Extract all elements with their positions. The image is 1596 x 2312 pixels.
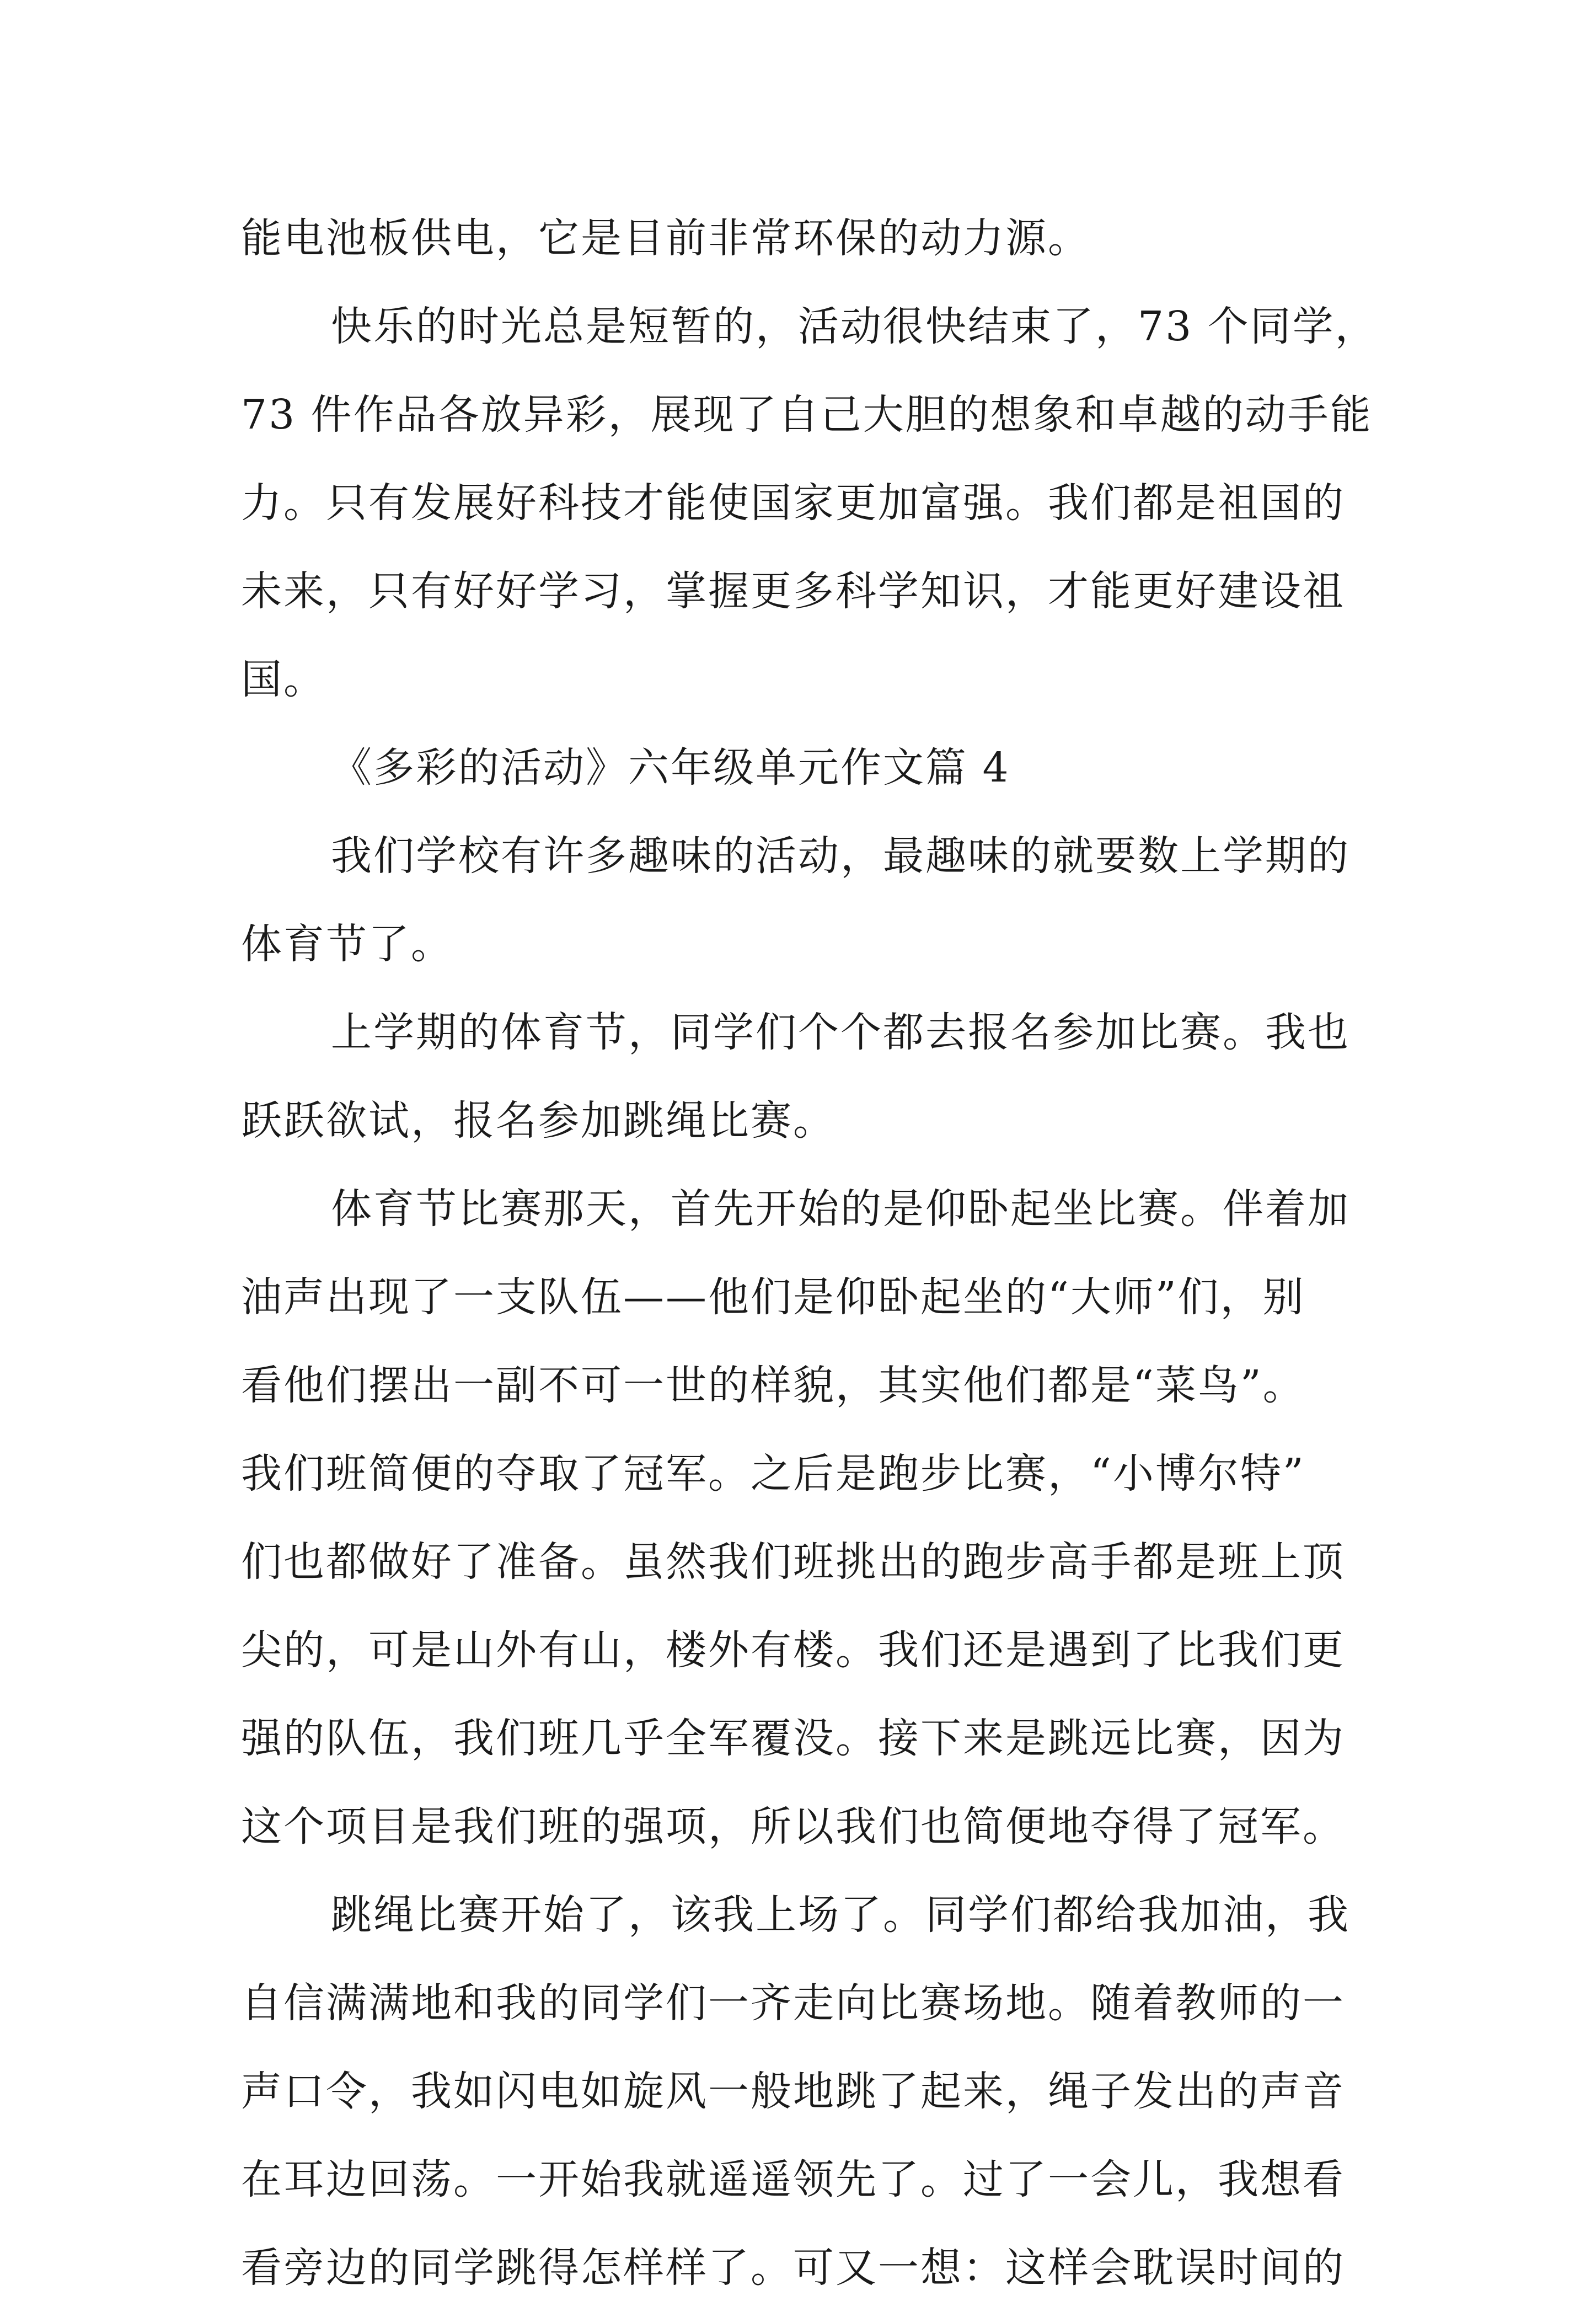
text-line-4: 力。只有发展好科技才能使国家更加富强。我们都是祖国的 xyxy=(241,479,1345,527)
text-line-18: 强的队伍，我们班几乎全军覆没。接下来是跳远比赛，因为 xyxy=(241,1715,1345,1762)
text-line-14: 看他们摆出一副不可一世的样貌，其实他们都是“菜鸟”。 xyxy=(241,1362,1305,1409)
text-line-13: 油声出现了一支队伍——他们是仰卧起坐的“大师”们，别 xyxy=(241,1273,1305,1321)
text-line-5: 未来，只有好好学习，掌握更多科学知识，才能更好建设祖 xyxy=(241,568,1345,615)
text-line-3: 73 件作品各放异彩，展现了自己大胆的想象和卓越的动手能 xyxy=(241,391,1373,438)
text-line-15: 我们班简便的夺取了冠军。之后是跑步比赛，“小博尔特” xyxy=(241,1450,1305,1497)
text-line-2: 快乐的时光总是短暂的，活动很快结束了，73 个同学， xyxy=(331,303,1378,350)
text-line-11: 跃跃欲试，报名参加跳绳比赛。 xyxy=(241,1097,836,1144)
text-line-20: 跳绳比赛开始了，该我上场了。同学们都给我加油，我 xyxy=(331,1891,1350,1939)
text-line-9: 体育节了。 xyxy=(241,920,453,968)
text-line-1: 能电池板供电，它是目前非常环保的动力源。 xyxy=(241,215,1090,262)
text-line-17: 尖的，可是山外有山，楼外有楼。我们还是遇到了比我们更 xyxy=(241,1626,1345,1674)
text-line-22: 声口令，我如闪电如旋风一般地跳了起来，绳子发出的声音 xyxy=(241,2068,1345,2115)
text-line-12: 体育节比赛那天，首先开始的是仰卧起坐比赛。伴着加 xyxy=(331,1185,1350,1233)
section-title: 《多彩的活动》六年级单元作文篇 4 xyxy=(331,744,1010,791)
text-line-24: 看旁边的同学跳得怎样样了。可又一想：这样会耽误时间的 xyxy=(241,2244,1345,2292)
text-line-16: 们也都做好了准备。虽然我们班挑出的跑步高手都是班上顶 xyxy=(241,1538,1345,1586)
text-line-21: 自信满满地和我的同学们一齐走向比赛场地。随着教师的一 xyxy=(241,1979,1345,2027)
text-line-6: 国。 xyxy=(241,656,326,703)
text-line-10: 上学期的体育节，同学们个个都去报名参加比赛。我也 xyxy=(331,1009,1350,1056)
text-line-19: 这个项目是我们班的强项，所以我们也简便地夺得了冠军。 xyxy=(241,1803,1345,1850)
text-line-23: 在耳边回荡。一开始我就遥遥领先了。过了一会儿，我想看 xyxy=(241,2156,1345,2203)
text-line-8: 我们学校有许多趣味的活动，最趣味的就要数上学期的 xyxy=(331,832,1350,880)
